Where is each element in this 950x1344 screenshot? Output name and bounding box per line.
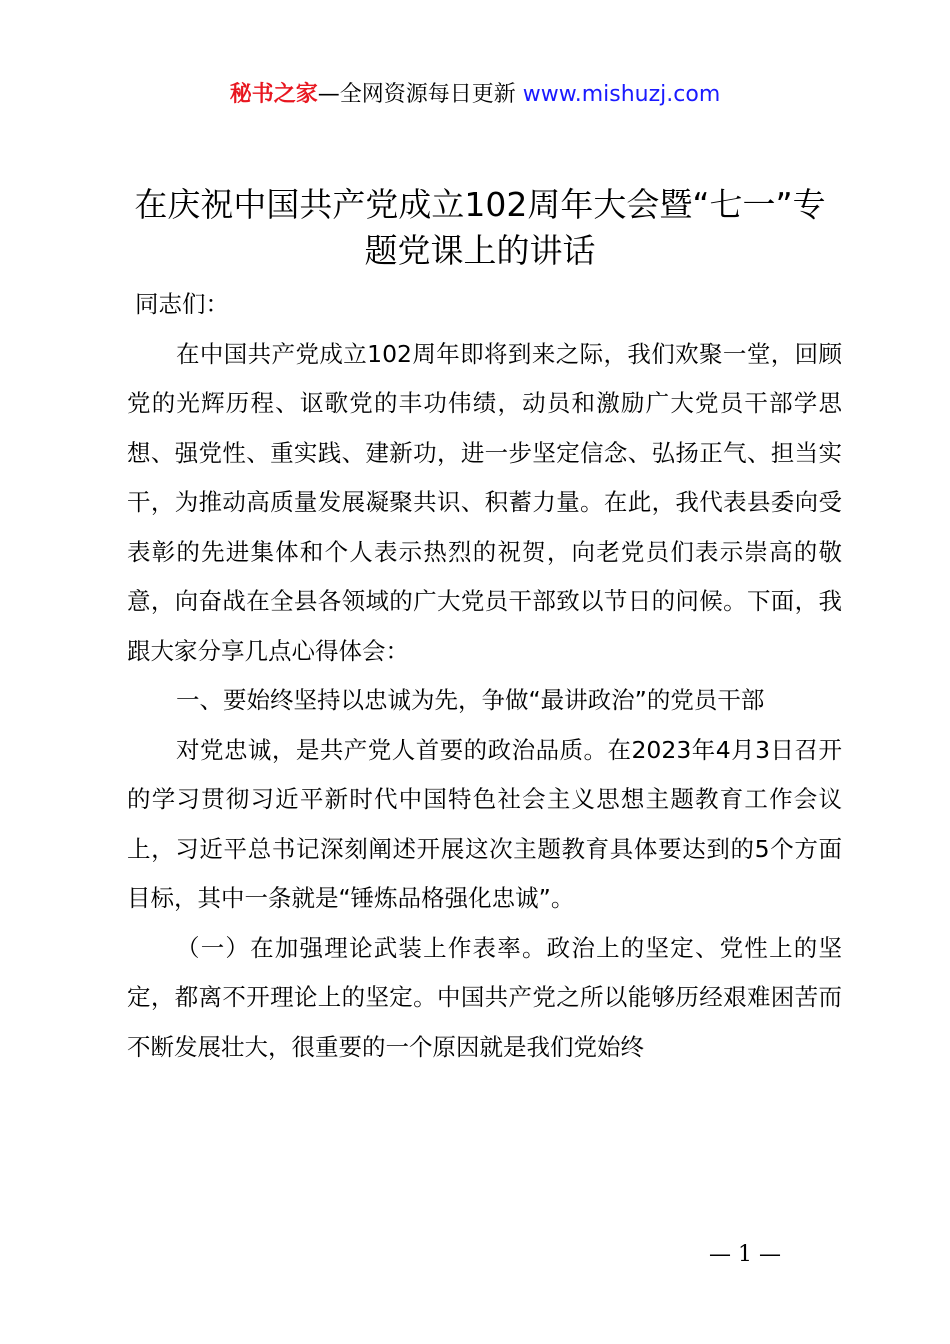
document-title: 在庆祝中国共产党成立102周年大会暨“七一”专题党课上的讲话 — [134, 185, 826, 270]
salutation: 同志们： — [135, 290, 229, 318]
paragraph: 对党忠诚，是共产党人首要的政治品质。在2023年4月3日召开的学习贯彻习近平新时代中国特色社会主义思想主题教育工作会议上，习近平总书记深刻阐述开展这次主题教育具体要达到的5个方面目标，其中一条就是“锤炼品格强化忠诚”。 — [127, 735, 842, 912]
site-name: 秘书之家 — [229, 82, 318, 107]
paragraph: （一）在加强理论武装上作表率。政治上的坚定、党性上的坚定，都离不开理论上的坚定。中国共产党之所以能够历经艰难困苦而不断发展壮大，很重要的一个原因就是我们党始终 — [127, 933, 842, 1061]
section-heading: 一、要始终坚持以忠诚为先，争做“最讲政治”的党员干部 — [176, 686, 765, 714]
page-number: — 1 — — [709, 1242, 781, 1267]
paragraph: 在中国共产党成立102周年即将到来之际，我们欢聚一堂，回顾党的光辉历程、讴歌党的丰功伟绩，动员和激励广大党员干部学思想、强党性、重实践、建新功，进一步坚定信念、弘扬正气、担当实干，为推动高质量发展凝聚共识、积蓄力量。在此，我代表县委向受表彰的先进集体和个人表示热烈的祝贺，向老党员们表示崇高的敬意，向奋战在全县各领域的广大党员干部致以节日的问候。下面，我跟大家分享几点心得体会： — [127, 339, 842, 665]
site-tagline: —全网资源每日更新 — [317, 82, 523, 107]
document-body — [127, 280, 842, 1072]
site-header — [0, 78, 950, 112]
site-url[interactable]: www.mishuzj.com — [522, 82, 721, 107]
